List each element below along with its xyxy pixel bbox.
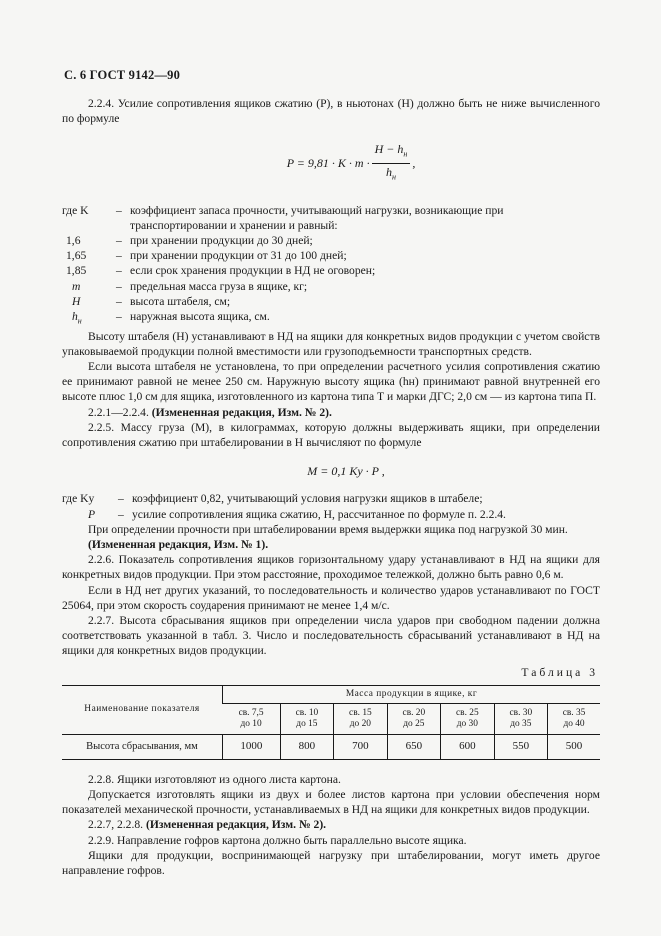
table-group-header: Масса продукции в ящике, кг [223, 685, 601, 703]
paragraph-impacts: Если в НД нет других указаний, то последовательность и количество ударов устанавливают по ГОСТ 25064, при этом скорость соударения принимают не менее 1,4 м/с. [62, 583, 600, 612]
paragraph-default-height: Если высота штабеля не установлена, то при определении расчетного усилия сопротивления сжатию ее принимают равной не менее 250 см. Наружную высоту ящика (hн) принимают равной внутренней его высоте плюс 1,0 см для ящика, изготовленного из картона типа Т и марки ДГС; 2,0 см — из картона типа П. [62, 359, 600, 404]
definition-list [62, 203, 600, 329]
formula-denominator: $h_н$ [385, 165, 396, 182]
formula-compression-force [102, 142, 600, 184]
paragraph-2-2-9: 2.2.9. Направление гофров картона должно быть параллельно высоте ящика. [88, 833, 467, 847]
table-row-label: Высота сбрасывания, мм [86, 741, 198, 753]
paragraph-amendment-1: 2.2.1—2.2.4. (Измененная редакция, Изм. № 2). [88, 405, 332, 419]
table-category: св. 20 до 25 [387, 703, 440, 734]
paragraph-amendment-2: (Измененная редакция, Изм. № 1). [88, 537, 269, 551]
definition-p: P – усилие сопротивления ящика сжатию, H, рассчитанное по формуле п. 2.2.4. [88, 507, 506, 521]
formula-mass: M = 0,1 Kу · P , [307, 464, 385, 479]
formula-left: P = 9,81 · K · m · [286, 155, 370, 170]
table-category: св. 10 до 15 [280, 703, 333, 734]
table-category: св. 30 до 35 [494, 703, 547, 734]
table-caption: Таблица 3 [521, 665, 598, 679]
page-header: С. 6 ГОСТ 9142—90 [64, 68, 181, 82]
table-category: св. 35 до 40 [548, 703, 600, 734]
table-row [62, 734, 600, 759]
table-cell: 500 [548, 734, 600, 759]
table-cell: 800 [280, 734, 333, 759]
definition-k: где K – коэффициент запаса прочности, учитывающий нагрузки, возникающие при транспортировании и хранении и равный: [62, 203, 504, 232]
formula-fraction [372, 142, 411, 184]
document-body [62, 96, 600, 878]
paragraph-2-2-5: 2.2.5. Массу груза (M), в килограммах, которую должны выдерживать ящики, при определении сопротивления сжатию при штабелировании в H вычисляют по формуле [62, 420, 600, 449]
table-category: св. 25 до 30 [441, 703, 494, 734]
paragraph-stack-height: Высоту штабеля (H) устанавливают в НД на ящики для конкретных видов продукции с учетом свойств упаковываемой продукции полной вместимости или грузоподъемности транспортных средств. [62, 329, 600, 358]
definition-h-upper: H – высота штабеля, см; [72, 294, 231, 308]
table-category: св. 15 до 20 [334, 703, 387, 734]
formula-tail: , [412, 155, 416, 170]
definition-k-3: 1,85 – если срок хранения продукции в НД не оговорен; [66, 264, 376, 278]
table-cell: 650 [387, 734, 440, 759]
definition-m: m – предельная масса груза в ящике, кг; [72, 279, 308, 293]
table-cell: 600 [441, 734, 494, 759]
paragraph-2-2-7: 2.2.7. Высота сбрасывания ящиков при определении числа ударов при свободном падении должна соответствовать указанной в табл. 3. Число и последовательность сбрасываний устанавливают в НД на ящики для конкретных видов продукции. [62, 613, 600, 658]
table-cell: 550 [494, 734, 547, 759]
paragraph-2-2-8: 2.2.8. Ящики изготовляют из одного листа картона. [88, 772, 341, 786]
paragraph-flute-direction: Ящики для продукции, воспринимающей нагрузку при штабелировании, могут иметь другое направление гофров. [62, 848, 600, 878]
table-cell: 700 [334, 734, 387, 759]
paragraph-2-2-4: 2.2.4. Усилие сопротивления ящиков сжатию (P), в ньютонах (H) должно быть не ниже вычисленного по формуле [62, 97, 600, 126]
table-row-header: Наименование показателя [62, 685, 223, 734]
table-category: св. 7,5 до 10 [223, 703, 281, 734]
formula-numerator: $H - h_н$ [372, 142, 411, 164]
paragraph-2-2-6: 2.2.6. Показатель сопротивления ящиков горизонтальному удару устанавливают в НД на ящики для конкретных видов продукции. При этом расстояние, проходимое тележкой, должно быть равно 0,6 м. [62, 553, 600, 582]
definition-h-outer: $h_н$ – наружная высота ящика, см. [72, 310, 270, 326]
definition-k-2: 1,65 – при хранении продукции от 31 до 100 дней; [66, 249, 347, 263]
paragraph-multi-sheet: Допускается изготовлять ящики из двух и более листов картона при условии обеспечения норм показателей механической прочности, устанавливаемых в НД на ящики для конкретных видов продукции. [62, 788, 600, 817]
drop-height-table [62, 685, 600, 760]
paragraph-amendment-3: 2.2.7, 2.2.8. (Измененная редакция, Изм. № 2). [88, 818, 327, 832]
paragraph-hold-time: При определении прочности при штабелировании время выдержки ящика под нагрузкой 30 мин. [88, 522, 568, 536]
definition-k-1: 1,6 – при хранении продукции до 30 дней; [66, 234, 313, 247]
definition-ky: где Kу – коэффициент 0,82, учитывающий условия нагрузки ящиков в штабеле; [62, 492, 483, 506]
table-cell: 1000 [223, 734, 281, 759]
